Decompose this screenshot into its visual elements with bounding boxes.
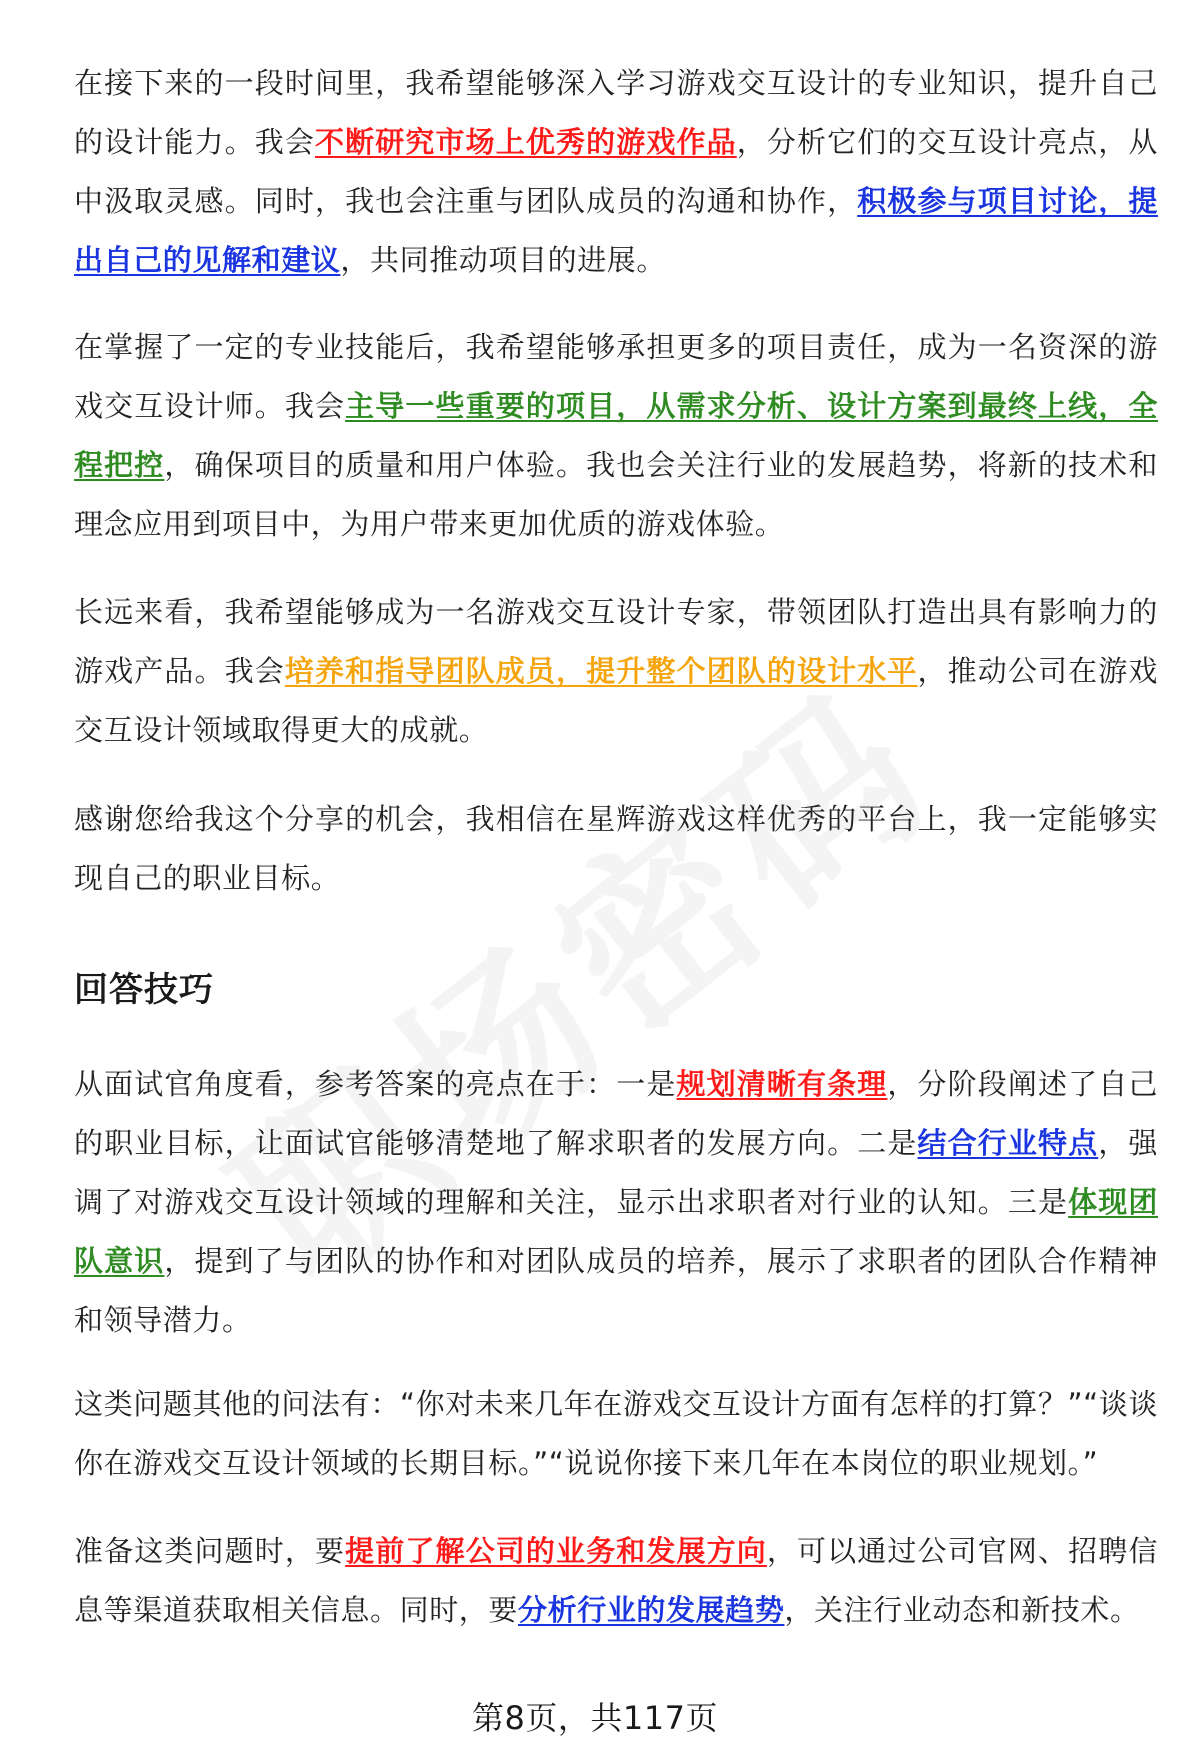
paragraph-text: ，分析它们的交互设计亮点，从中汲取灵感。同时，我也会注重与团队成员的沟通和协作， [74,125,1159,218]
highlight-train-team: 培养和指导团队成员，提升整个团队的设计水平 [284,654,918,688]
paragraph-long-term-plan [74,583,1158,760]
highlight-team-awareness: 体现团队意识 [74,1185,1158,1278]
paragraph-text: ，关注行业动态和新技术。 [784,1593,1140,1627]
paragraph-interviewer-view [74,1055,1158,1350]
highlight-know-company: 提前了解公司的业务和发展方向 [345,1534,767,1568]
paragraph-text: ，分阶段阐述了自己的职业目标，让面试官能够清楚地了解求职者的发展方向。二是 [74,1067,1159,1160]
highlight-clear-plan: 规划清晰有条理 [676,1067,888,1101]
paragraph-text: ，推动公司在游戏交互设计领域取得更大的成就。 [74,654,1159,747]
paragraph-text: 在接下来的一段时间里，我希望能够深入学习游戏交互设计的专业知识，提升自己的设计能力。我会 [74,66,1158,159]
paragraph-text: ，强调了对游戏交互设计领域的理解和关注，显示出求职者对行业的认知。三是 [74,1126,1159,1219]
paragraph-text: 感谢您给我这个分享的机会，我相信在星辉游戏这样优秀的平台上，我一定能够实现自己的职业目标。 [74,802,1158,895]
section-heading-answer-tips: 回答技巧 [74,970,214,1010]
paragraph-text: 这类问题其他的问法有：“你对未来几年在游戏交互设计方面有怎样的打算？”“谈谈你在游戏交互设计领域的长期目标。”“说说你接下来几年在本岗位的职业规划。” [74,1387,1158,1480]
highlight-industry-trends: 分析行业的发展趋势 [518,1593,785,1627]
paragraph-text: ，共同推动项目的进展。 [340,243,667,277]
paragraph-thanks [74,790,1158,908]
paragraph-text: 从面试官角度看，参考答案的亮点在于：一是 [74,1067,677,1101]
paragraph-text: ，确保项目的质量和用户体验。我也会关注行业的发展趋势，将新的技术和理念应用到项目中，为用户带来更加优质的游戏体验。 [74,448,1158,541]
paragraph-text: 长远来看，我希望能够成为一名游戏交互设计专家，带领团队打造出具有影响力的游戏产品。我会 [74,595,1158,688]
paragraph-text: ，提到了与团队的协作和对团队成员的培养，展示了求职者的团队合作精神和领导潜力。 [74,1244,1158,1337]
highlight-industry-traits: 结合行业特点 [917,1126,1099,1160]
paragraph-text: 准备这类问题时，要 [74,1534,346,1568]
paragraph-text: 在掌握了一定的专业技能后，我希望能够承担更多的项目责任，成为一名资深的游戏交互设计师。我会 [74,330,1158,423]
paragraph-text: ，可以通过公司官网、招聘信息等渠道获取相关信息。同时，要 [74,1534,1159,1627]
paragraph-alternative-questions [74,1375,1158,1493]
paragraph-short-term-plan [74,54,1158,290]
highlight-lead-projects: 主导一些重要的项目，从需求分析、设计方案到最终上线，全程把控 [74,389,1159,482]
highlight-join-discussion: 积极参与项目讨论，提出自己的见解和建议 [74,184,1158,277]
page-number: 第8页，共117页 [472,1699,718,1737]
highlight-study-games: 不断研究市场上优秀的游戏作品 [315,125,737,159]
paragraph-mid-term-plan [74,318,1158,554]
paragraph-preparation [74,1522,1158,1640]
